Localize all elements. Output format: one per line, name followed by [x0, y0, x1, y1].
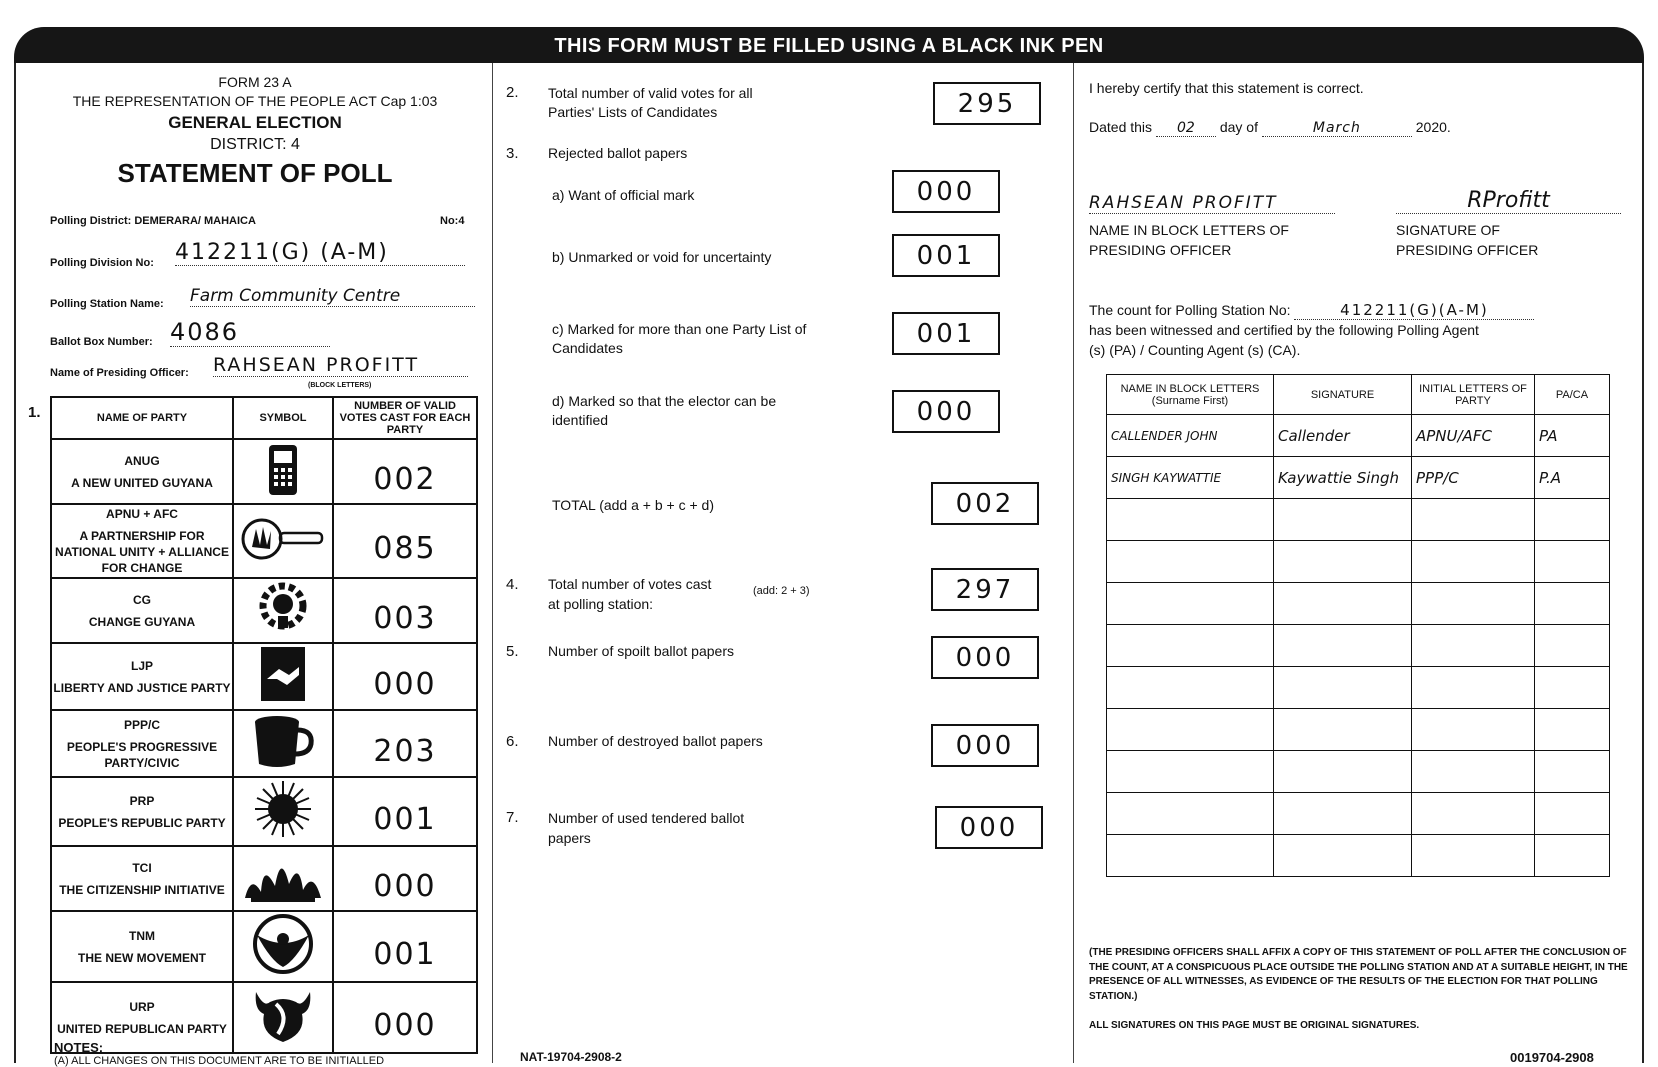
- party-symbol-cell: [233, 982, 333, 1053]
- party-full-name: A NEW UNITED GUYANA: [71, 475, 213, 490]
- form-serial: 0019704-2908: [1510, 1050, 1594, 1065]
- cup-icon: [251, 757, 315, 774]
- table-row: [51, 643, 477, 710]
- agent-signature-field[interactable]: [1274, 667, 1412, 709]
- item-3-label: Rejected ballot papers: [548, 145, 688, 161]
- item-3c-label: c) Marked for more than one Party List of Candidates: [552, 321, 807, 356]
- party-name-cell: [51, 846, 233, 911]
- agent-name-field[interactable]: SINGH KAYWATTIE: [1107, 457, 1274, 499]
- agent-signature-field[interactable]: [1274, 499, 1412, 541]
- party-abbr: CG: [133, 592, 151, 607]
- name-block-label: NAME IN BLOCK LETTERS OF PRESIDING OFFICER: [1089, 222, 1289, 258]
- item-5-number: 5.: [506, 643, 519, 660]
- item-4-note: (add: 2 + 3): [753, 585, 810, 597]
- item-2-number: 2.: [506, 84, 519, 101]
- party-name-cell: [51, 643, 233, 710]
- agent-party-field[interactable]: [1412, 835, 1535, 877]
- agent-signature-field[interactable]: Kaywattie Singh: [1274, 457, 1412, 499]
- presiding-officer-label: Name of Presiding Officer:: [50, 367, 189, 379]
- table-row: [1107, 457, 1610, 499]
- agent-role-field[interactable]: [1535, 835, 1610, 877]
- table-row: [1107, 667, 1610, 709]
- table-row: [1107, 835, 1610, 877]
- block-letters-note: (BLOCK LETTERS): [308, 382, 372, 389]
- party-name-cell: [51, 911, 233, 982]
- item-4-label: Total number of votes cast at polling station:: [548, 576, 712, 612]
- table-row: [1107, 499, 1610, 541]
- item-3-number: 3.: [506, 145, 519, 162]
- agent-name-field[interactable]: CALLENDER JOHN: [1107, 415, 1274, 457]
- certification-statement: I hereby certify that this statement is correct.: [1089, 80, 1364, 96]
- item-3a-value[interactable]: 000: [892, 170, 1000, 213]
- agent-name-field[interactable]: [1107, 499, 1274, 541]
- item-7-label: Number of used tendered ballot papers: [548, 810, 745, 846]
- dated-year: 2020.: [1415, 119, 1451, 135]
- party-symbol-cell: [233, 439, 333, 504]
- act-title: THE REPRESENTATION OF THE PEOPLE ACT Cap 1:03: [72, 93, 438, 109]
- officer-name-field[interactable]: RAHSEAN PROFITT: [1089, 193, 1335, 214]
- agent-role-field[interactable]: PA: [1535, 415, 1610, 457]
- party-votes-field[interactable]: 203: [333, 710, 477, 777]
- item-3d-label: d) Marked so that the elector can be identified: [552, 393, 777, 428]
- dated-line: [1089, 119, 1451, 137]
- page-title: STATEMENT OF POLL: [117, 158, 393, 188]
- agent-name-field[interactable]: [1107, 667, 1274, 709]
- header-symbol: SYMBOL: [233, 397, 333, 439]
- count-line: [1089, 301, 1534, 320]
- party-symbol-cell: [233, 911, 333, 982]
- item-3d-value[interactable]: 000: [892, 390, 1000, 433]
- party-name-cell: [51, 504, 233, 578]
- party-full-name: LIBERTY AND JUSTICE PARTY: [53, 680, 231, 695]
- item-2-value[interactable]: 295: [933, 82, 1041, 125]
- party-votes-field[interactable]: 000: [333, 982, 477, 1053]
- agent-name-field[interactable]: [1107, 835, 1274, 877]
- party-abbr: PRP: [129, 793, 155, 808]
- agent-party-field[interactable]: PPP/C: [1412, 457, 1535, 499]
- agent-name-field[interactable]: [1107, 709, 1274, 751]
- eagle-icon: [251, 962, 315, 979]
- party-votes-field[interactable]: 000: [333, 643, 477, 710]
- item-5-value[interactable]: 000: [931, 636, 1039, 679]
- phone-icon: [266, 484, 300, 501]
- party-symbol-cell: [233, 777, 333, 846]
- count-prefix: The count for Polling Station No:: [1089, 302, 1291, 318]
- form-number: FORM 23 A: [218, 74, 292, 90]
- agent-header-name: NAME IN BLOCK LETTERS (Surname First): [1107, 375, 1274, 415]
- party-symbol-cell: [233, 643, 333, 710]
- agent-name-field[interactable]: [1107, 625, 1274, 667]
- table-row: [1107, 583, 1610, 625]
- party-abbr: TCI: [132, 860, 152, 875]
- table-row: [1107, 415, 1610, 457]
- agent-party-field[interactable]: [1412, 709, 1535, 751]
- polling-division-field[interactable]: 412211(G) (A-M): [175, 240, 465, 266]
- item-3-total-label: TOTAL (add a + b + c + d): [552, 497, 714, 513]
- dated-month-field[interactable]: March: [1262, 120, 1412, 137]
- table-row: [1107, 709, 1610, 751]
- presiding-officer-field[interactable]: RAHSEAN PROFITT: [213, 354, 468, 377]
- party-abbr: URP: [129, 999, 155, 1014]
- count-station-field[interactable]: 412211(G)(A-M): [1294, 301, 1534, 320]
- table-row: [51, 710, 477, 777]
- item-3a-label: a) Want of official mark: [552, 187, 695, 203]
- form-header: [40, 74, 470, 189]
- agent-party-field[interactable]: [1412, 667, 1535, 709]
- notes-label: NOTES:: [54, 1040, 104, 1055]
- party-symbol-cell: [233, 504, 333, 578]
- table-row: [51, 982, 477, 1053]
- table-row: [1107, 541, 1610, 583]
- agent-role-field[interactable]: [1535, 709, 1610, 751]
- party-full-name: UNITED REPUBLICAN PARTY: [57, 1021, 227, 1036]
- signatures-note: ALL SIGNATURES ON THIS PAGE MUST BE ORIGINAL SIGNATURES.: [1089, 1020, 1420, 1031]
- agent-name-field[interactable]: [1107, 541, 1274, 583]
- party-name-cell: [51, 578, 233, 643]
- party-votes-table: [50, 396, 478, 1054]
- party-full-name: THE CITIZENSHIP INITIATIVE: [59, 882, 225, 897]
- polling-district-number: No:4: [440, 215, 465, 227]
- party-symbol-cell: [233, 710, 333, 777]
- agent-signature-field[interactable]: [1274, 751, 1412, 793]
- party-full-name: PEOPLE'S PROGRESSIVE PARTY/CIVIC: [66, 739, 218, 770]
- dated-prefix: Dated this: [1089, 119, 1153, 135]
- table-row: [1107, 625, 1610, 667]
- agent-name-field[interactable]: [1107, 793, 1274, 835]
- party-abbr: APNU + AFC: [106, 507, 178, 521]
- header-valid-votes: NUMBER OF VALID VOTES CAST FOR EACH PARTY: [333, 397, 477, 439]
- item-6-number: 6.: [506, 733, 519, 750]
- bull-icon: [250, 1033, 316, 1050]
- party-full-name: PEOPLE'S REPUBLIC PARTY: [58, 815, 226, 830]
- item-3-total-value[interactable]: 002: [931, 482, 1039, 525]
- agent-role-field[interactable]: [1535, 541, 1610, 583]
- column-divider-left: [492, 63, 493, 1063]
- section-1-number: 1.: [28, 404, 41, 421]
- item-5-label: Number of spoilt ballot papers: [548, 643, 734, 659]
- party-votes-field[interactable]: 002: [333, 439, 477, 504]
- handshake-icon: [259, 690, 307, 707]
- party-abbr: PPP/C: [123, 717, 160, 732]
- party-abbr: TNM: [129, 928, 155, 943]
- party-votes-field[interactable]: 001: [333, 911, 477, 982]
- party-symbol-cell: [233, 578, 333, 643]
- dated-day-field[interactable]: 02: [1156, 120, 1216, 137]
- hand-key-icon: [240, 548, 326, 565]
- affix-note: (THE PRESIDING OFFICERS SHALL AFFIX A COPY OF THIS STATEMENT OF POLL AFTER THE CONCLUSION OF THE COUNT, AT A CONSPICUOUS PLACE OUTSIDE THE POLLING STATION AND AT A SUITABLE HEIGHT, IN THE PRESENCE OF ALL WITNESSES, AS EVIDENCE OF THE RESULTS OF THE ELECTION FOR THAT POLLING STATION.): [1089, 947, 1628, 1002]
- item-7-value[interactable]: 000: [935, 806, 1043, 849]
- agent-role-field[interactable]: [1535, 583, 1610, 625]
- agent-header-party: INITIAL LETTERS OF PARTY: [1412, 375, 1535, 415]
- item-7-number: 7.: [506, 809, 519, 826]
- agent-name-field[interactable]: [1107, 751, 1274, 793]
- notes-line: (A) ALL CHANGES ON THIS DOCUMENT ARE TO BE INITIALLED: [54, 1055, 385, 1067]
- agent-name-field[interactable]: [1107, 583, 1274, 625]
- ballot-box-label: Ballot Box Number:: [50, 336, 153, 348]
- header-party-name: NAME OF PARTY: [51, 397, 233, 439]
- table-row: [51, 777, 477, 846]
- station-name-label: Polling Station Name:: [50, 298, 164, 310]
- election-title: GENERAL ELECTION: [168, 113, 342, 132]
- agent-role-field[interactable]: P.A: [1535, 457, 1610, 499]
- agent-signature-field[interactable]: [1274, 709, 1412, 751]
- agent-role-field[interactable]: [1535, 793, 1610, 835]
- table-row: [51, 846, 477, 911]
- station-name-field[interactable]: Farm Community Centre: [190, 286, 475, 307]
- party-votes-field[interactable]: 003: [333, 578, 477, 643]
- dated-mid: day of: [1219, 119, 1258, 135]
- signature-label: SIGNATURE OF PRESIDING OFFICER: [1396, 222, 1539, 258]
- item-3b-value[interactable]: 001: [892, 234, 1000, 277]
- party-name-cell: [51, 710, 233, 777]
- agent-signature-field[interactable]: [1274, 583, 1412, 625]
- agent-signature-field[interactable]: [1274, 793, 1412, 835]
- ink-instruction-banner: THIS FORM MUST BE FILLED USING A BLACK INK PEN: [14, 27, 1644, 63]
- party-symbol-cell: [233, 846, 333, 911]
- item-3b-label: b) Unmarked or void for uncertainty: [552, 249, 772, 265]
- polling-district-label: Polling District: DEMERARA/ MAHAICA: [50, 215, 256, 227]
- item-6-value[interactable]: 000: [931, 724, 1039, 767]
- ballot-box-field[interactable]: 4086: [170, 318, 330, 347]
- agent-signature-field[interactable]: [1274, 835, 1412, 877]
- polling-division-label: Polling Division No:: [50, 257, 154, 269]
- agent-header-role: PA/CA: [1535, 375, 1610, 415]
- sun-icon: [253, 826, 313, 843]
- leaves-icon: [241, 891, 325, 908]
- agent-party-field[interactable]: [1412, 583, 1535, 625]
- agent-party-field[interactable]: [1412, 499, 1535, 541]
- agent-role-field[interactable]: [1535, 667, 1610, 709]
- agent-party-field[interactable]: [1412, 625, 1535, 667]
- table-row: [51, 439, 477, 504]
- agent-role-field[interactable]: [1535, 499, 1610, 541]
- party-votes-field[interactable]: 000: [333, 846, 477, 911]
- party-full-name: A PARTNERSHIP FOR NATIONAL UNITY + ALLIANCE FOR CHANGE: [55, 529, 229, 575]
- item-3c-value[interactable]: 001: [892, 312, 1000, 355]
- table-row: [1107, 793, 1610, 835]
- party-abbr: LJP: [130, 658, 153, 673]
- column-divider-right: [1073, 63, 1074, 1063]
- agent-party-field[interactable]: [1412, 751, 1535, 793]
- agent-role-field[interactable]: [1535, 625, 1610, 667]
- party-full-name: CHANGE GUYANA: [88, 614, 196, 629]
- agent-signature-field[interactable]: [1274, 541, 1412, 583]
- officer-signature-field[interactable]: RProfitt: [1396, 188, 1621, 214]
- party-votes-field[interactable]: 001: [333, 777, 477, 846]
- agents-table: [1106, 374, 1610, 877]
- agent-signature-field[interactable]: [1274, 625, 1412, 667]
- item-2-label: Total number of valid votes for all Parties' Lists of Candidates: [548, 85, 753, 120]
- item-4-number: 4.: [506, 576, 519, 593]
- agent-signature-field[interactable]: Callender: [1274, 415, 1412, 457]
- footer-code: NAT-19704-2908-2: [520, 1050, 622, 1064]
- item-6-label: Number of destroyed ballot papers: [548, 733, 763, 749]
- table-row: [1107, 751, 1610, 793]
- table-row: [51, 504, 477, 578]
- count-rest: has been witnessed and certified by the following Polling Agent (s) (PA) / Counting Agent (s) (CA).: [1089, 322, 1479, 358]
- party-name-cell: [51, 439, 233, 504]
- party-abbr: ANUG: [124, 453, 160, 468]
- agent-party-field[interactable]: APNU/AFC: [1412, 415, 1535, 457]
- agent-party-field[interactable]: [1412, 793, 1535, 835]
- table-row: [51, 578, 477, 643]
- agent-party-field[interactable]: [1412, 541, 1535, 583]
- party-full-name: THE NEW MOVEMENT: [78, 950, 206, 965]
- agent-role-field[interactable]: [1535, 751, 1610, 793]
- district-title: DISTRICT: 4: [210, 136, 300, 153]
- bulb-gear-icon: [255, 623, 311, 640]
- party-votes-field[interactable]: 085: [333, 504, 477, 578]
- party-name-cell: [51, 777, 233, 846]
- table-row: [51, 911, 477, 982]
- item-4-value[interactable]: 297: [931, 568, 1039, 611]
- agent-header-signature: SIGNATURE: [1274, 375, 1412, 415]
